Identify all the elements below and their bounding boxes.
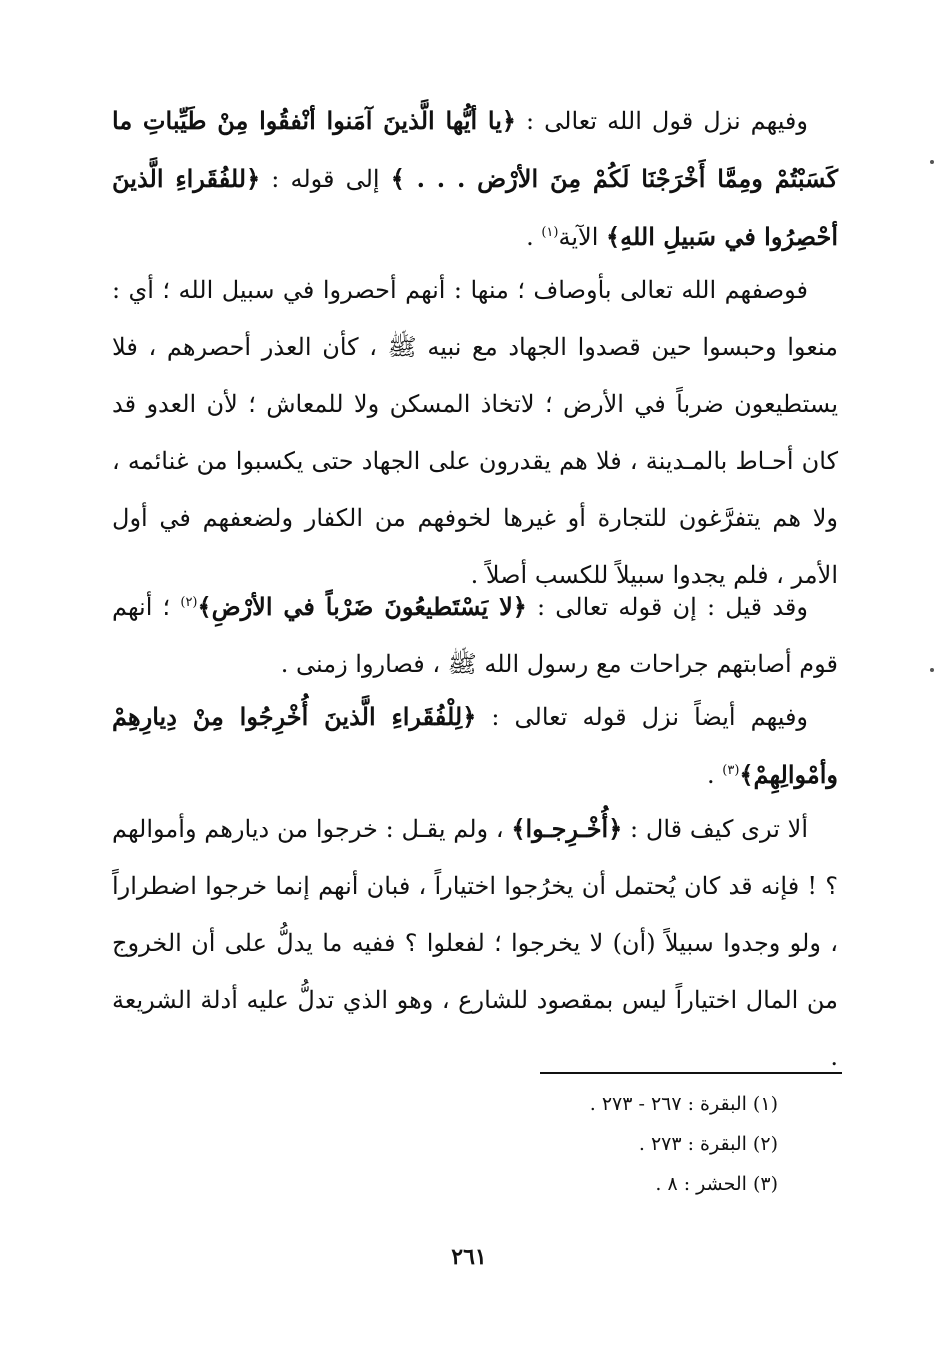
quran-word: ﴿أُخْـرِجـوا﴾ bbox=[511, 814, 623, 843]
page-number: ٢٦١ bbox=[451, 1244, 487, 1270]
footnote-separator bbox=[540, 1072, 842, 1074]
quran-verse-1: ﴿يا أيُّها الَّذينَ آمَنوا أنْفقُوا مِنْ طَيِّباتِ ما كَسَبْتُمْ ومِمَّا أَخْرَجْنَا لَكُمْ مِنَ الأرْض . . . ﴾ bbox=[112, 106, 838, 193]
quran-verse-3: ﴿لا يَسْتَطيعُونَ ضَرْباً في الأرْضِ﴾ bbox=[197, 592, 527, 621]
footnote-ref-3: (٣) bbox=[722, 763, 740, 778]
paragraph-2 bbox=[112, 262, 838, 604]
footnote-3: (٣) الحشر : ٨ . bbox=[655, 1173, 778, 1195]
paragraph-5-intro: ألا ترى كيف قال : bbox=[622, 815, 808, 843]
scan-speck bbox=[930, 160, 934, 164]
footnote-2: (٢) البقرة : ٢٧٣ . bbox=[638, 1133, 778, 1155]
paragraph-3-intro: وقد قيل : إن قوله تعالى : bbox=[526, 593, 808, 621]
paragraph-4-intro: وفيهم أيضاً نزل قوله تعالى : bbox=[476, 703, 808, 731]
paragraph-1-mid: إلى قوله : bbox=[260, 165, 391, 193]
quran-verse-4: ﴿لِلْفُقَراءِ الَّذينَ أُخْرِجُوا مِنْ دِيارِهِمْ وأمْوالِهِمْ﴾ bbox=[112, 702, 838, 789]
paragraph-1-end: . bbox=[526, 223, 542, 251]
paragraph-1-intro: وفيهم نزل قول الله تعالى : bbox=[515, 107, 808, 135]
paragraph-4 bbox=[112, 688, 838, 804]
footnote-1: (١) البقرة : ٢٦٧ - ٢٧٣ . bbox=[589, 1093, 778, 1115]
paragraph-2-text: فوصفهم الله تعالى بأوصاف ؛ منها : أنهم أحصروا في سبيل الله ؛ أي : منعوا وحبسوا حين قصدوا الجهاد مع نبيه ﷺ ، كأن العذر أحصرهم ، فلا يستطيعون ضرباً في الأرض ؛ لاتخاذ المسكن ولا للمعاش ؛ لأن العدو قد كان أحـاط بالمـدينة ، فلا هم يقدرون على الجهاد حتى يكسبوا من غنائمه ، ولا هم يتفرَّغون للتجارة أو غيرها لخوفهم من الكفار ولضعفهم في أول الأمر ، فلم يجدوا سبيلاً للكسب أصلاً . bbox=[112, 276, 838, 589]
quran-verse-2: ﴿للفُقَراءِ الَّذينَ أحْصِرُوا في سَبيلِ اللهِ﴾ bbox=[112, 164, 838, 251]
paragraph-4-end: . bbox=[707, 761, 723, 789]
paragraph-5-tail: ، ولم يقـل : خرجوا من ديارهم وأموالهم ؟ ! فإنه قد كان يُحتمل أن يخرُجوا اختياراً ، فبان أنهم إنما خرجوا اضطراراً ، ولو وجدوا سبيلاً (أن) لا يخرجوا ؛ لفعلوا ؟ ففيه ما يدلُّ على أن الخروج من المال اختياراً ليس بمقصود للشارع ، وهو الذي تدلُّ عليه أدلة الشريعة . bbox=[112, 815, 838, 1071]
paragraph-5 bbox=[112, 800, 838, 1086]
paragraph-3-tail: ؛ أنهم قوم أصابتهم جراحات مع رسول الله ﷺ ، فصاروا زمنى . bbox=[112, 593, 838, 678]
scan-speck bbox=[930, 668, 934, 672]
footnote-ref-1: (١) bbox=[541, 225, 559, 240]
paragraph-3 bbox=[112, 578, 838, 693]
paragraph-1-tail: الآية bbox=[558, 223, 607, 251]
footnotes bbox=[378, 1084, 778, 1204]
footnote-ref-2: (٢) bbox=[180, 595, 198, 610]
paragraph-1 bbox=[112, 92, 838, 266]
